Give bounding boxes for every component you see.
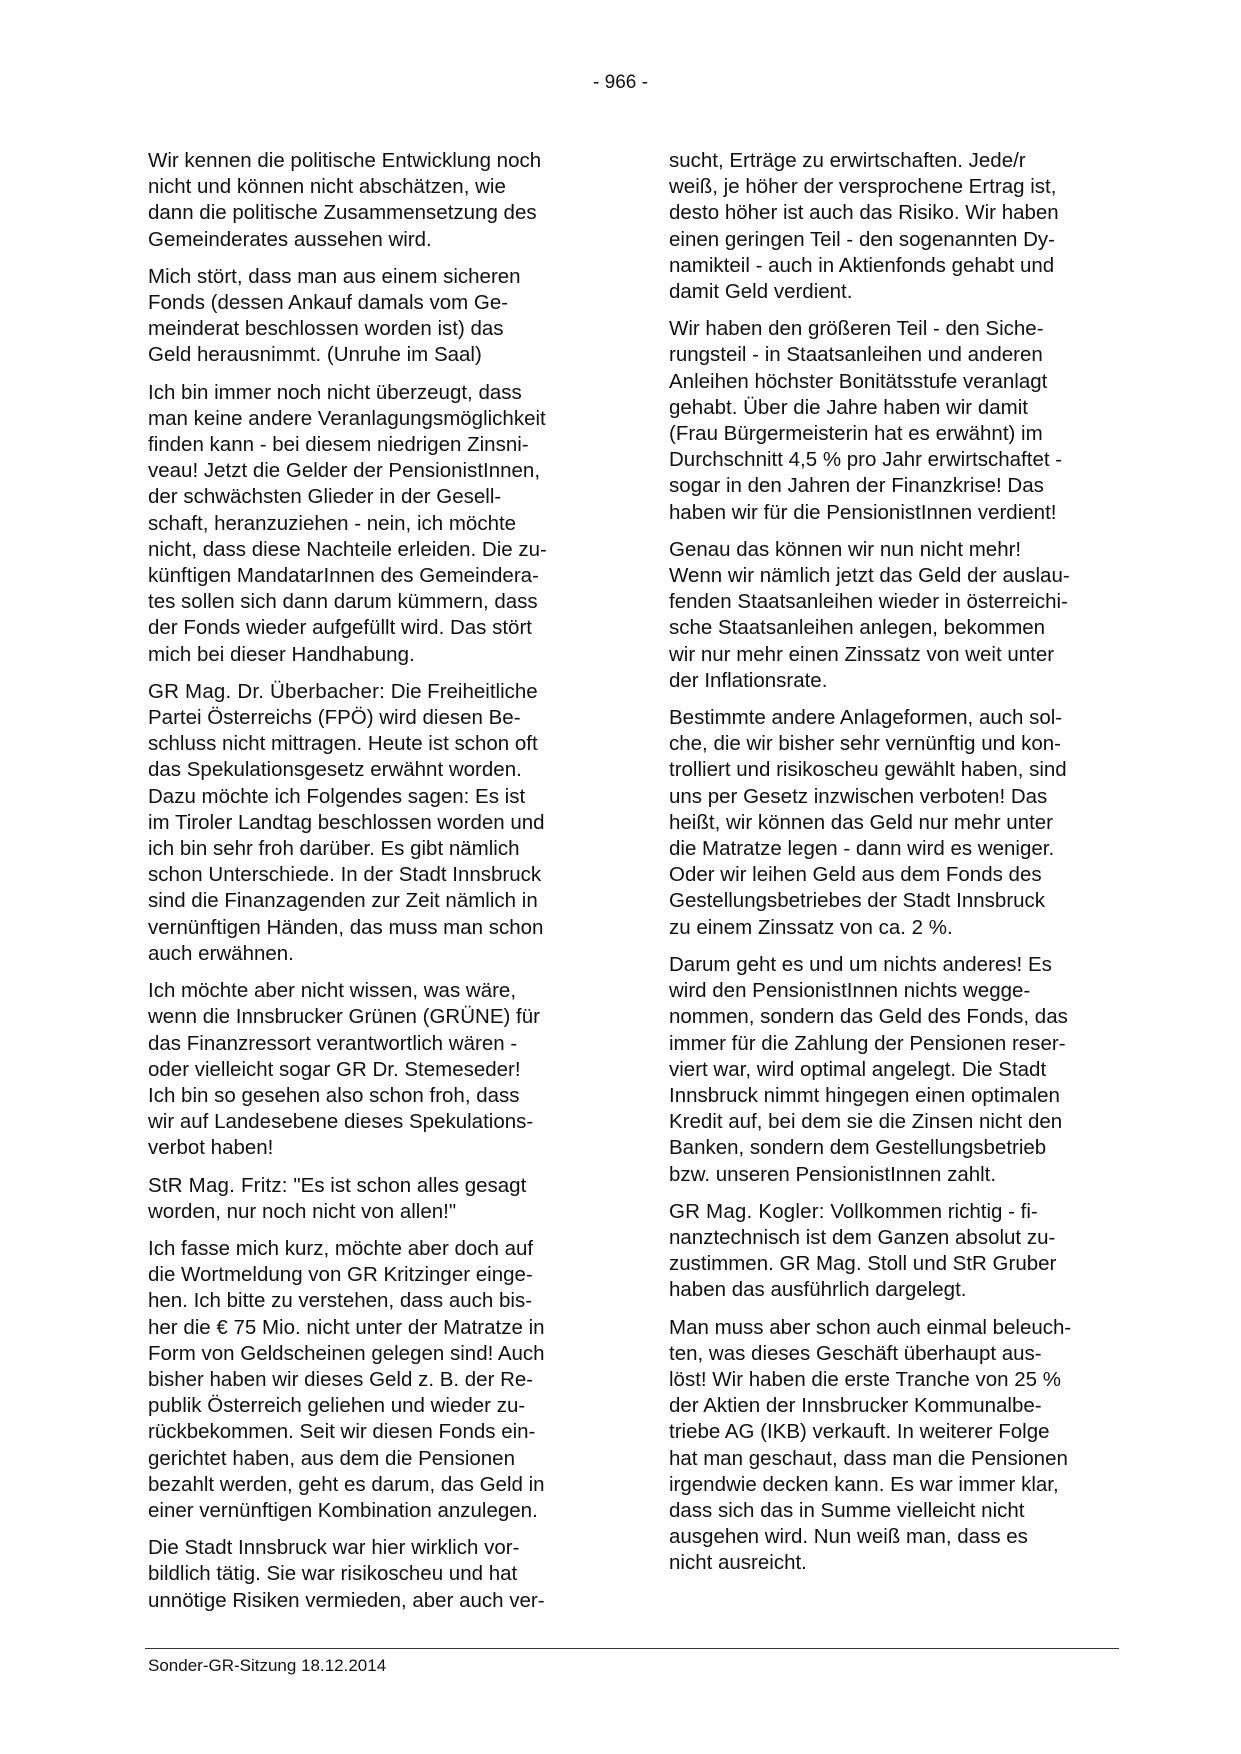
text-line: Partei Österreichs (FPÖ) wird diesen Be- xyxy=(148,706,521,730)
text-line: sogar in den Jahren der Finanzkrise! Das xyxy=(669,474,1044,498)
text-line: Oder wir leihen Geld aus dem Fonds des xyxy=(669,863,1042,887)
speaker-paragraph xyxy=(148,1173,593,1225)
text-line: worden, nur noch nicht von allen!" xyxy=(148,1199,457,1223)
paragraph xyxy=(669,705,1114,941)
text-line: Wir haben den größeren Teil - den Siche- xyxy=(669,317,1044,341)
text-line: desto höher ist auch das Risiko. Wir haben xyxy=(669,201,1059,225)
text-line: rückbekommen. Seit wir diesen Fonds ein- xyxy=(148,1420,536,1444)
text-line: im Tiroler Landtag beschlossen worden und xyxy=(148,810,545,834)
text-line: ten, was dieses Geschäft überhaupt aus- xyxy=(669,1341,1042,1365)
footer-session-label: Sonder-GR-Sitzung 18.12.2014 xyxy=(148,1656,387,1675)
text-line: die Wortmeldung von GR Kritzinger einge- xyxy=(148,1263,533,1287)
text-line: Geld herausnimmt. (Unruhe im Saal) xyxy=(148,343,482,367)
text-line: immer für die Zahlung der Pensionen reser- xyxy=(669,1031,1066,1055)
text-line: meinderat beschlossen worden ist) das xyxy=(148,317,504,341)
text-line: rungsteil - in Staatsanleihen und anderen xyxy=(669,343,1043,367)
text-line: schaft, heranzuziehen - nein, ich möchte xyxy=(148,511,517,535)
text-line: löst! Wir haben die erste Tranche von 25 % xyxy=(669,1367,1061,1391)
paragraph xyxy=(148,1535,593,1614)
text-line: trolliert und risikoscheu gewählt haben, sind xyxy=(669,758,1067,782)
footer-divider xyxy=(145,1648,1119,1649)
text-line: sucht, Erträge zu erwirtschaften. Jede/r xyxy=(669,149,1026,172)
speaker-paragraph xyxy=(148,679,593,967)
text-line: das Spekulationsgesetz erwähnt worden. xyxy=(148,758,522,782)
text-line: mich bei dieser Handhabung. xyxy=(148,642,415,666)
text-line: vernünftigen Händen, das muss man schon xyxy=(148,915,544,939)
text-line: Ich bin so gesehen also schon froh, dass xyxy=(148,1083,520,1107)
paragraph xyxy=(148,978,593,1161)
right-column xyxy=(669,148,1114,1588)
text-line: Durchschnitt 4,5 % pro Jahr erwirtschaftet - xyxy=(669,448,1063,472)
text-line: einer vernünftigen Kombination anzulegen. xyxy=(148,1498,538,1522)
text-line: Wir kennen die politische Entwicklung noch xyxy=(148,149,542,172)
text-line: künftigen MandatarInnen des Gemeindera- xyxy=(148,564,539,588)
text-line: man keine andere Veranlagungsmöglichkeit xyxy=(148,406,546,430)
paragraph xyxy=(669,952,1114,1188)
text-line: haben wir für die PensionistInnen verdient! xyxy=(669,500,1057,524)
text-line: bildlich tätig. Sie war risikoscheu und hat xyxy=(148,1562,518,1586)
text-line: Gestellungsbetriebes der Stadt Innsbruck xyxy=(669,889,1046,913)
text-line: Man muss aber schon auch einmal beleuch- xyxy=(669,1315,1072,1339)
text-line: Kredit auf, bei dem sie die Zinsen nicht den xyxy=(669,1110,1063,1134)
text-line: veau! Jetzt die Gelder der PensionistInnen, xyxy=(148,459,541,483)
text-line: der Aktien der Innsbrucker Kommunalbe- xyxy=(669,1394,1042,1418)
text-line: Vollkommen richtig - fi- xyxy=(824,1199,1038,1223)
text-line: Ich fasse mich kurz, möchte aber doch auf xyxy=(148,1236,534,1260)
text-line: zu einem Zinssatz von ca. 2 %. xyxy=(669,915,953,939)
text-line: schon Unterschiede. In der Stadt Innsbruck xyxy=(148,863,542,887)
text-line: nicht ausreicht. xyxy=(669,1551,807,1575)
text-line: sind die Finanzagenden zur Zeit nämlich in xyxy=(148,889,538,913)
text-line: oder vielleicht sogar GR Dr. Stemeseder! xyxy=(148,1057,521,1081)
text-line: wir nur mehr einen Zinssatz von weit unter xyxy=(669,642,1055,666)
text-line: haben das ausführlich dargelegt. xyxy=(669,1278,967,1302)
text-line: damit Geld verdient. xyxy=(669,280,853,304)
text-line: ausgehen wird. Nun weiß man, dass es xyxy=(669,1525,1028,1549)
text-line: Gemeinderates aussehen wird. xyxy=(148,227,432,251)
text-line: hat man geschaut, dass man die Pensionen xyxy=(669,1446,1068,1470)
text-line: der Fonds wieder aufgefüllt wird. Das stört xyxy=(148,616,532,640)
text-line: schluss nicht mittragen. Heute ist schon oft xyxy=(148,732,538,756)
text-line: nommen, sondern das Geld des Fonds, das xyxy=(669,1005,1068,1029)
text-line: bisher haben wir dieses Geld z. B. der Re- xyxy=(148,1367,534,1391)
paragraph xyxy=(669,148,1114,305)
paragraph xyxy=(669,1315,1114,1577)
text-line: tes sollen sich dann darum kümmern, dass xyxy=(148,590,538,614)
speaker-name: GR Mag. Dr. Überbacher: xyxy=(148,679,386,703)
text-line: Ich möchte aber nicht wissen, was wäre, xyxy=(148,979,517,1003)
text-line: nicht, dass diese Nachteile erleiden. Die zu- xyxy=(148,537,547,561)
text-line: Darum geht es und um nichts anderes! Es xyxy=(669,952,1052,976)
text-line: her die € 75 Mio. nicht unter der Matratze in xyxy=(148,1315,545,1339)
text-line: bzw. unseren PensionistInnen zahlt. xyxy=(669,1162,997,1186)
left-column xyxy=(148,148,593,1625)
text-line: publik Österreich geliehen und wieder zu- xyxy=(148,1394,526,1418)
text-line: heißt, wir können das Geld nur mehr unter xyxy=(669,810,1053,834)
text-line: wenn die Innsbrucker Grünen (GRÜNE) für xyxy=(148,1005,540,1029)
text-line: bezahlt werden, geht es darum, das Geld in xyxy=(148,1472,545,1496)
text-line: Form von Geldscheinen gelegen sind! Auch xyxy=(148,1341,545,1365)
text-line: Dazu möchte ich Folgendes sagen: Es ist xyxy=(148,784,526,808)
text-line: der schwächsten Glieder in der Gesell- xyxy=(148,485,502,509)
speaker-name: GR Mag. Kogler: xyxy=(669,1199,825,1223)
text-line: zustimmen. GR Mag. Stoll und StR Gruber xyxy=(669,1252,1057,1276)
text-line: der Inflationsrate. xyxy=(669,668,828,692)
text-line: che, die wir bisher sehr vernünftig und kon- xyxy=(669,732,1061,756)
text-line: wird den PensionistInnen nichts wegge- xyxy=(669,979,1031,1003)
speaker-name: StR Mag. Fritz: xyxy=(148,1173,288,1197)
text-line: dass sich das in Summe vielleicht nicht xyxy=(669,1498,1025,1522)
text-line: unnötige Risiken vermieden, aber auch ver- xyxy=(148,1588,545,1612)
text-line: Ich bin immer noch nicht überzeugt, dass xyxy=(148,380,522,404)
text-line: gerichtet haben, aus dem die Pensionen xyxy=(148,1446,515,1470)
speaker-paragraph xyxy=(669,1199,1114,1304)
text-line: Fonds (dessen Ankauf damals vom Ge- xyxy=(148,291,509,315)
paragraph xyxy=(148,148,593,253)
text-line: Genau das können wir nun nicht mehr! xyxy=(669,537,1022,561)
text-line: einen geringen Teil - den sogenannten Dy- xyxy=(669,227,1055,251)
page-number: - 966 - xyxy=(593,72,648,93)
text-line: namikteil - auch in Aktienfonds gehabt und xyxy=(669,253,1055,277)
text-line: finden kann - bei diesem niedrigen Zinsni- xyxy=(148,433,529,457)
text-line: Mich stört, dass man aus einem sicheren xyxy=(148,264,521,288)
text-line: dann die politische Zusammensetzung des xyxy=(148,201,537,225)
text-line: nicht und können nicht abschätzen, wie xyxy=(148,175,506,199)
text-line: die Matratze legen - dann wird es weniger. xyxy=(669,837,1055,861)
text-line: Innsbruck nimmt hingegen einen optimalen xyxy=(669,1083,1060,1107)
text-line: sche Staatsanleihen anlegen, bekommen xyxy=(669,616,1046,640)
text-line: Bestimmte andere Anlageformen, auch sol- xyxy=(669,706,1063,730)
text-line: wir auf Landesebene dieses Spekulations- xyxy=(148,1110,534,1134)
text-line: weiß, je höher der versprochene Ertrag ist, xyxy=(669,175,1057,199)
text-line: viert war, wird optimal angelegt. Die Stadt xyxy=(669,1057,1047,1081)
text-line: fenden Staatsanleihen wieder in österreichi- xyxy=(669,590,1068,614)
text-line: gehabt. Über die Jahre haben wir damit xyxy=(669,395,1028,419)
paragraph xyxy=(148,264,593,369)
text-line: Die Freiheitliche xyxy=(385,679,538,703)
text-line: Anleihen höchster Bonitätsstufe veranlagt xyxy=(669,369,1048,393)
paragraph xyxy=(148,380,593,668)
text-line: triebe AG (IKB) verkauft. In weiterer Folge xyxy=(669,1420,1050,1444)
paragraph xyxy=(148,1236,593,1524)
text-line: das Finanzressort verantwortlich wären - xyxy=(148,1031,518,1055)
paragraph xyxy=(669,537,1114,694)
text-line: Wenn wir nämlich jetzt das Geld der auslau- xyxy=(669,564,1070,588)
text-line: "Es ist schon alles gesagt xyxy=(287,1173,527,1197)
text-line: (Frau Bürgermeisterin hat es erwähnt) im xyxy=(669,422,1043,446)
text-line: ich bin sehr froh darüber. Es gibt nämlich xyxy=(148,837,520,861)
text-line: nanztechnisch ist dem Ganzen absolut zu- xyxy=(669,1225,1056,1249)
paragraph xyxy=(669,316,1114,526)
text-line: hen. Ich bitte zu verstehen, dass auch bis- xyxy=(148,1289,533,1313)
text-line: auch erwähnen. xyxy=(148,941,294,965)
text-line: Banken, sondern dem Gestellungsbetrieb xyxy=(669,1136,1047,1160)
text-line: verbot haben! xyxy=(148,1136,274,1160)
text-line: irgendwie decken kann. Es war immer klar, xyxy=(669,1472,1059,1496)
text-line: Die Stadt Innsbruck war hier wirklich vor- xyxy=(148,1536,520,1560)
text-line: uns per Gesetz inzwischen verboten! Das xyxy=(669,784,1048,808)
